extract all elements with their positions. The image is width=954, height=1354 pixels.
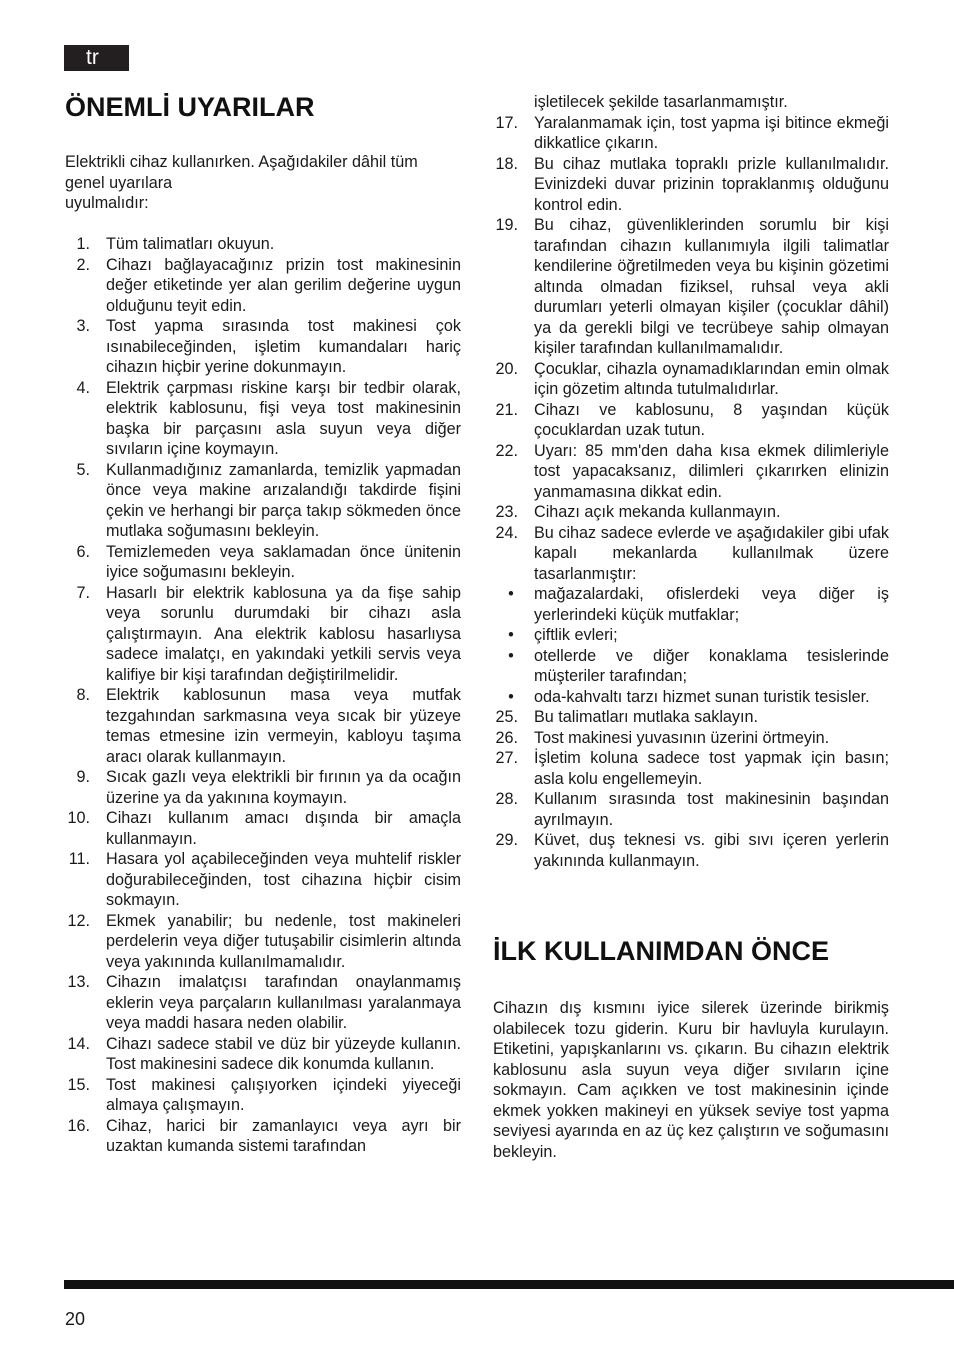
item-text: Tost makinesi yuvasının üzerini örtmeyin. bbox=[534, 728, 830, 747]
list-item bbox=[493, 502, 889, 523]
item-number: 4. bbox=[76, 378, 90, 397]
item-number: 29. bbox=[495, 831, 518, 849]
list-item bbox=[493, 400, 889, 441]
item-text: Cihazın imalatçısı tarafından onaylanmamış eklerin veya parçaların kullanılması yaralanmaya veya maddi hasara neden olabilir. bbox=[106, 973, 461, 1032]
item-number: 9. bbox=[76, 768, 90, 786]
item-text: Küvet, duş teknesi vs. gibi sıvı içeren yerlerin yakınında kullanmayın. bbox=[534, 831, 889, 870]
list-item bbox=[493, 215, 889, 359]
item-text: Kullanmadığınız zamanlarda, temizlik yapmadan önce veya makine arızalandığı takdirde fişini çekin ve herhangi bir parça takıp sökmeden önce mutlaka soğumasını bekleyin. bbox=[106, 460, 461, 540]
item-number: 1. bbox=[76, 235, 90, 253]
item-text: Tost yapma sırasında tost makinesi çok ısınabileceğinden, işletim kumandaları hariç cihazın hiçbir yerine dokunmayın. bbox=[106, 317, 461, 376]
item-number: 13. bbox=[67, 973, 90, 991]
item-text: Uyarı: 85 mm'den daha kısa ekmek dilimleriyle tost yapacaksanız, dilimleri çıkarırken elinizin yanmamasına dikkat edin. bbox=[534, 441, 889, 501]
item-text: Bu cihaz mutlaka topraklı prizle kullanılmalıdır. Evinizdeki duvar prizinin topraklanmış olduğunu kontrol edin. bbox=[534, 154, 889, 214]
item-text: Cihazı kullanım amacı dışında bir amaçla kullanmayın. bbox=[106, 809, 461, 848]
list-item bbox=[493, 748, 889, 789]
list-item bbox=[493, 523, 889, 585]
item-text: Cihazı açık mekanda kullanmayın. bbox=[534, 503, 781, 521]
item-text: Çocuklar, cihazla oynamadıklarından emin olmak için gözetim altında tutulmalıdırlar. bbox=[534, 359, 889, 398]
item-number: 8. bbox=[76, 686, 90, 704]
item-text: Tüm talimatları okuyun. bbox=[106, 235, 275, 253]
warnings-list-right bbox=[493, 92, 889, 871]
item-number: 20. bbox=[495, 359, 518, 378]
list-item bbox=[493, 625, 889, 646]
section-title-warnings: ÖNEMLİ UYARILAR bbox=[65, 92, 315, 122]
item-text: çiftlik evleri; bbox=[534, 626, 618, 644]
list-item bbox=[493, 584, 889, 625]
item-number: 14. bbox=[67, 1034, 90, 1053]
intro-line: uyulmalıdır: bbox=[65, 194, 149, 212]
list-item bbox=[65, 378, 461, 460]
list-item bbox=[65, 583, 461, 686]
footer-rule bbox=[64, 1280, 954, 1289]
item-text: Ekmek yanabilir; bu nedenle, tost makineleri perdelerin veya diğer tutuşabilir cisimlerin altında veya yakınında kullanılmamalıdır. bbox=[106, 911, 461, 971]
intro-line: Elektrikli cihaz kullanırken. Aşağıdakiler dâhil tüm bbox=[65, 153, 418, 171]
intro-line: genel uyarılara bbox=[65, 173, 173, 192]
list-item bbox=[65, 234, 461, 255]
item-text: Cihazı sadece stabil ve düz bir yüzeyde kullanın. Tost makinesini sadece dik konumda kullanın. bbox=[106, 1034, 461, 1073]
item-text: oda-kahvaltı tarzı hizmet sunan turistik tesisler. bbox=[534, 687, 870, 706]
list-item bbox=[493, 707, 889, 728]
item-number: 26. bbox=[495, 728, 518, 747]
item-number: 10. bbox=[67, 809, 90, 827]
item-text: Sıcak gazlı veya elektrikli bir fırının ya da ocağın üzerine ya da yakınına koymayın. bbox=[106, 768, 461, 807]
list-item bbox=[65, 911, 461, 973]
list-item bbox=[493, 687, 889, 708]
item-text: Bu talimatları mutlaka saklayın. bbox=[534, 708, 759, 726]
list-item bbox=[493, 728, 889, 749]
item-text: Cihazı ve kablosunu, 8 yaşından küçük çocuklardan uzak tutun. bbox=[534, 400, 889, 439]
item-text: mağazalardaki, ofislerdeki veya diğer iş yerlerindeki küçük mutfaklar; bbox=[534, 585, 889, 624]
item-number: 11. bbox=[68, 850, 90, 868]
list-item bbox=[65, 1116, 461, 1157]
list-item bbox=[493, 359, 889, 400]
bullet-marker: • bbox=[508, 687, 514, 706]
item-text: Temizlemeden veya saklamadan önce ünitenin iyice soğumasını bekleyin. bbox=[106, 542, 461, 581]
item-number: 6. bbox=[76, 542, 90, 561]
item-number: 27. bbox=[495, 749, 518, 767]
before-first-use-text: Cihazın dış kısmını iyice silerek üzerinde birikmiş olabilecek tozu giderin. Kuru bir havluyla kurulayın. Etiketini, yapışkanlarını vs. çıkarın. Bu cihazın elektrik kablosunu asla suyun veya diğer sıvıların içine sokmayın. Cam açıkken ve tost makinesinin içinde ekmek yokken makineyi en yüksek seviye tost yapma seviyesi ayarında en az üç kez çalıştırın ve soğumasını bekleyin. bbox=[493, 999, 889, 1161]
item-text: Yaralanmamak için, tost yapma işi bitince ekmeği dikkatlice çıkarın. bbox=[534, 113, 889, 152]
list-item bbox=[493, 441, 889, 503]
list-item bbox=[493, 113, 889, 154]
list-item bbox=[65, 1034, 461, 1075]
item-number: 23. bbox=[495, 503, 518, 521]
item-text: Cihaz, harici bir zamanlayıcı veya ayrı bir uzaktan kumanda sistemi tarafından bbox=[106, 1116, 461, 1155]
list-item bbox=[65, 808, 461, 849]
list-item bbox=[65, 542, 461, 583]
list-item bbox=[65, 972, 461, 1034]
item-text: işletilecek şekilde tasarlanmamıştır. bbox=[534, 93, 788, 111]
list-item bbox=[65, 460, 461, 542]
item-number: 25. bbox=[495, 708, 518, 726]
item-text: Tost makinesi çalışıyorken içindeki yiyeceği almaya çalışmayın. bbox=[106, 1075, 461, 1114]
item-text: otellerde ve diğer konaklama tesislerinde müşteriler tarafından; bbox=[534, 646, 889, 685]
item-number: 24. bbox=[495, 523, 518, 542]
list-item bbox=[65, 255, 461, 317]
item-text: Cihazı bağlayacağınız prizin tost makinesinin değer etiketinde yer alan gerilim değerine uygun olduğunu teyit edin. bbox=[106, 255, 461, 315]
item-number: 15. bbox=[67, 1075, 90, 1094]
bullet-marker: • bbox=[508, 626, 514, 644]
list-item bbox=[493, 154, 889, 216]
item-text: Hasara yol açabileceğinden veya muhtelif riskler doğurabileceğinden, tost cihazına hiçbir cisim sokmayın. bbox=[106, 850, 461, 909]
list-item bbox=[493, 646, 889, 687]
list-item bbox=[65, 849, 461, 911]
page-number: 20 bbox=[65, 1309, 86, 1329]
list-item bbox=[65, 767, 461, 808]
item-text: Bu cihaz sadece evlerde ve aşağıdakiler gibi ufak kapalı mekanlarda kullanılmak üzere tasarlanmıştır: bbox=[534, 523, 889, 583]
item-text: Hasarlı bir elektrik kablosuna ya da fişe sahip veya sorunlu durumdaki bir cihazı asla çalıştırmayın. Ana elektrik kablosu hasarlıysa sadece imalatçı, en yakındaki yetkili servis veya kalifiye bir kişi tarafından değiştirilmelidir. bbox=[106, 583, 461, 684]
item-text: Bu cihaz, güvenliklerinden sorumlu bir kişi tarafından cihazın kullanımıyla ilgili talimatlar kendilerine öğretilmeden veya bu kişinin gözetimi altında olmadan fiziksel, ruhsal veya akli durumları yeterli olmayan kişiler (çocuklar dâhil) ya da gerekli bilgi ve tecrübeye sahip olmayan kişiler tarafından kullanılmamalıdır. bbox=[534, 216, 889, 357]
list-item bbox=[493, 789, 889, 830]
item-text: Elektrik kablosunun masa veya mutfak tezgahından sarkmasına veya sıcak bir yüzeye temas etmesine izin vermeyin, kabloyu taşıma aracı olarak kullanmayın. bbox=[106, 686, 461, 766]
list-item bbox=[65, 1075, 461, 1116]
item-number: 22. bbox=[495, 441, 518, 460]
item-number: 28. bbox=[495, 790, 518, 808]
item-number: 19. bbox=[495, 216, 518, 234]
item-text: İşletim koluna sadece tost yapmak için basın; asla kolu engellemeyin. bbox=[534, 749, 889, 788]
item-number: 16. bbox=[67, 1116, 90, 1135]
item-number: 7. bbox=[76, 583, 90, 602]
section-title-before-first-use: İLK KULLANIMDAN ÖNCE bbox=[493, 936, 829, 966]
warnings-list-left bbox=[65, 234, 461, 1157]
language-tag: tr bbox=[64, 45, 129, 71]
item-number: 17. bbox=[495, 113, 518, 132]
item-number: 12. bbox=[67, 911, 90, 930]
item-text: Kullanım sırasında tost makinesinin başından ayrılmayın. bbox=[534, 790, 889, 829]
item-text: Elektrik çarpması riskine karşı bir tedbir olarak, elektrik kablosunu, fişi veya tost makinesinin başka bir parçasını asla suyun veya diğer sıvıların içine koymayın. bbox=[106, 378, 461, 458]
bullet-marker: • bbox=[508, 646, 514, 665]
bullet-marker: • bbox=[508, 585, 514, 603]
list-item bbox=[65, 316, 461, 378]
item-number: 21. bbox=[495, 400, 518, 419]
list-item bbox=[65, 685, 461, 767]
list-item bbox=[493, 830, 889, 871]
list-item bbox=[493, 92, 889, 113]
item-number: 3. bbox=[76, 317, 90, 335]
item-number: 2. bbox=[76, 255, 90, 274]
warnings-intro bbox=[65, 152, 461, 214]
item-number: 18. bbox=[495, 154, 518, 173]
item-number: 5. bbox=[76, 460, 90, 479]
